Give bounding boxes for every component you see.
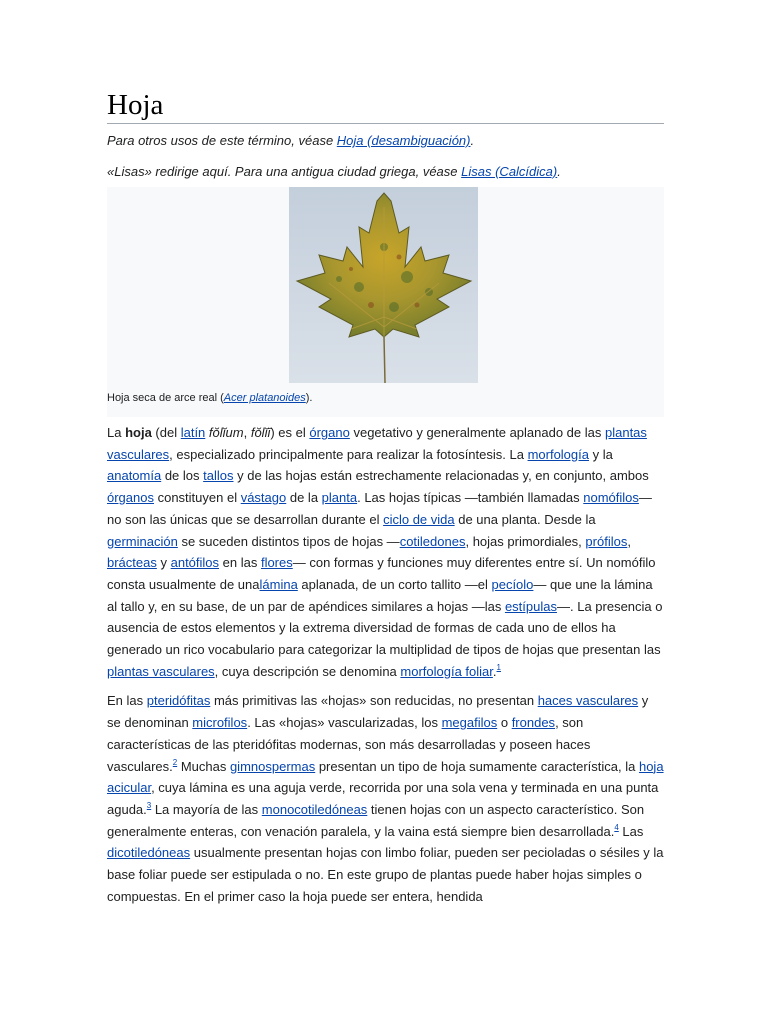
text: y la [588,446,613,462]
latin-term: fŏlĭum [208,425,244,440]
text: . [492,663,497,679]
text: usualmente presentan hojas con limbo foliar, pueden ser pecioladas o sésiles y la base foliar puede ser estipulada o no. En este grupo de plantas puede haber hojas simples o compuestas. En el primer caso la hoja puede ser entera, hendida [107,845,664,904]
link-planta[interactable]: planta [321,490,358,506]
text: Las [618,823,644,839]
link-peciolo[interactable]: pecíolo [491,576,534,592]
link-ciclo-de-vida[interactable]: ciclo de vida [383,511,455,527]
reference-1[interactable]: 1 [496,662,501,672]
text: (del [151,425,181,440]
link-morfologia-foliar[interactable]: morfología foliar [400,663,493,679]
link-plantas-vasculares[interactable]: plantas vasculares [107,663,215,679]
text: — no son las únicas que se desarrollan durante el [107,490,652,527]
link-monocotiledoneas[interactable]: monocotiledóneas [261,801,368,817]
text: presentan un tipo de hoja sumamente característica, la [315,758,639,774]
text: se suceden distintos tipos de hojas — [177,533,400,549]
infobox-figure [107,187,664,417]
text: , [243,425,251,440]
link-organos[interactable]: órganos [107,490,154,506]
text: aplanada, de un corto tallito —el [297,576,492,592]
text: vegetativo y generalmente aplanado de las [349,425,605,440]
text: , [627,533,631,549]
link-pteridofitas[interactable]: pteridófitas [146,693,211,709]
paragraph-intro [107,422,664,682]
article [107,88,664,907]
hatnote-link-disambiguation[interactable]: Hoja (desambiguación) [336,133,471,148]
caption-text: Hoja seca de arce real ( [107,392,224,404]
link-latin[interactable]: latín [180,425,206,440]
hatnote-disambiguation [107,131,664,151]
reference-3[interactable]: 3 [146,800,152,810]
text: , son características de las pteridófitas modernas, son más desarrolladas y poseen haces vasculares. [107,715,591,774]
link-flores[interactable]: flores [260,555,293,571]
caption-end: ). [305,392,313,404]
maple-leaf-image[interactable] [289,187,478,383]
link-plantas-vasculares[interactable]: plantas vasculares [107,425,647,462]
maple-leaf-icon [289,187,478,383]
link-estipulas[interactable]: estípulas [504,598,557,614]
text: . Las hojas típicas —también llamadas [357,490,584,506]
reference-4[interactable]: 4 [614,822,619,832]
link-cotiledones[interactable]: cotiledones [399,533,466,549]
text: , hojas primordiales, [465,533,586,549]
link-bracteas[interactable]: brácteas [107,555,157,571]
link-organo[interactable]: órgano [309,425,350,440]
text: La [107,425,126,440]
text: — que une la lámina al tallo y, en su base, de un par de apéndices similares a hojas —las [107,576,653,614]
text: constituyen el [153,490,241,506]
reference-2[interactable]: 2 [172,757,178,767]
text: — con formas y funciones muy diferentes entre sí. Un nomófilo consta usualmente de una [107,555,656,592]
text: y de las hojas están estrechamente relacionadas y, en conjunto, ambos [233,468,649,484]
text: de una planta. Desde la [454,511,596,527]
link-lamina[interactable]: lámina [259,576,298,592]
link-frondes[interactable]: frondes [511,715,556,731]
link-haces-vasculares[interactable]: haces vasculares [537,693,639,709]
text: Muchas [177,758,230,774]
text: tienen hojas con un aspecto característico. Son generalmente enteras, con venación paralela, y la vaina está siempre bien desarrollada. [107,801,645,839]
link-anatomia[interactable]: anatomía [107,468,162,484]
link-morfologia[interactable]: morfología [527,446,589,462]
hatnote-end: . [557,164,561,179]
hatnote-text: «Lisas» redirige aquí. Para una antigua ciudad griega, véase [107,164,462,179]
link-megafilos[interactable]: megafilos [441,715,498,731]
text: más primitivas las «hojas» son reducidas, no presentan [210,693,538,709]
caption-link-acer[interactable]: Acer platanoides [223,392,306,404]
text: y se denominan [107,693,649,731]
text: , especializado principalmente para realizar la fotosíntesis. La [169,446,528,462]
link-profilos[interactable]: prófilos [585,533,628,549]
text: , cuya lámina es una aguja verde, recorrida por una sola vena y terminada en una punta aguda. [107,780,659,817]
link-gimnospermas[interactable]: gimnospermas [229,758,316,774]
figure-caption [107,390,312,406]
page-title: Hoja [107,88,664,124]
latin-term: fŏlĭī [250,425,271,440]
link-nomofilos[interactable]: nomófilos [583,490,639,506]
text: La mayoría de las [151,801,262,817]
link-microfilos[interactable]: microfilos [192,715,248,731]
text: ) es el [270,425,310,440]
text: En las [107,693,147,709]
hatnote-end: . [470,133,475,148]
text: de la [286,490,322,506]
text: de los [161,468,204,484]
bold-term: hoja [125,425,152,440]
hatnote-text: Para otros usos de este término, véase [107,133,337,148]
link-antofilos[interactable]: antófilos [170,555,220,571]
paragraph-groups [107,690,664,907]
text: en las [219,555,261,571]
link-hoja-acicular[interactable]: hoja acicular [107,758,664,796]
text: . Las «hojas» vascularizadas, los [247,715,442,731]
text: —. La presencia o ausencia de estos elementos y la extrema diversidad de formas de cada uno de ellos ha generado un rico vocabulario para categorizar la multiplidad de tipos de hojas que presentan las [107,598,663,658]
text: o [497,715,512,731]
hatnote-redirect [107,162,664,182]
text: y [156,555,171,571]
link-tallos[interactable]: tallos [203,468,234,484]
link-vastago[interactable]: vástago [240,490,287,506]
link-germinacion[interactable]: germinación [107,533,178,549]
text: , cuya descripción se denomina [214,663,401,679]
link-dicotiledoneas[interactable]: dicotiledóneas [107,845,191,861]
hatnote-link-lisas[interactable]: Lisas (Calcídica) [461,164,558,179]
